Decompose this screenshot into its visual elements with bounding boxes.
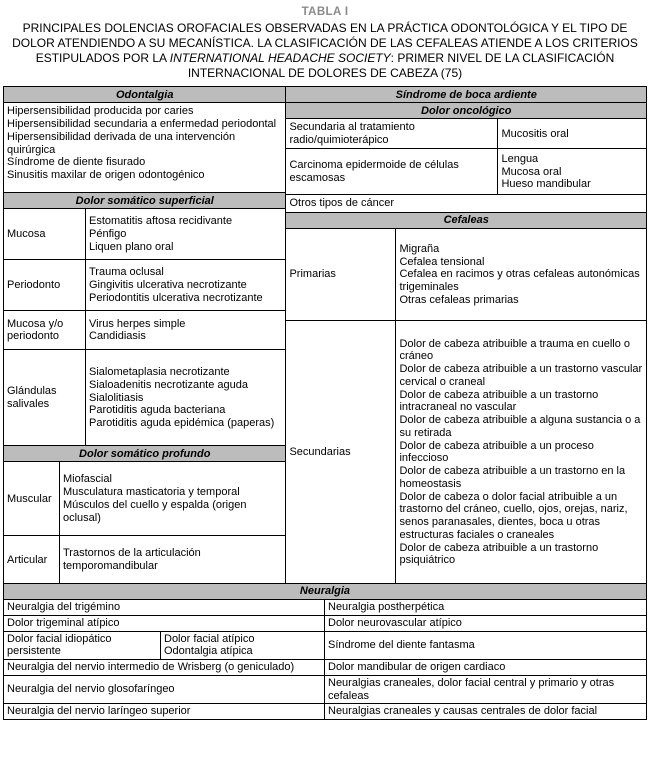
- table-row: [4, 209, 285, 260]
- list-item: Sialolitiasis: [89, 391, 144, 404]
- list-item: Trauma oclusal: [89, 266, 164, 279]
- row-items: [60, 462, 285, 535]
- section-header-sindrome-boca-ardiente: Síndrome de boca ardiente: [286, 87, 646, 103]
- neuralgia-cell: Dolor mandibular de origen cardiaco: [328, 661, 506, 674]
- table-row: [4, 311, 285, 350]
- list-item: Cefalea en racimos y otras cefaleas autonómicas trigeminales: [399, 268, 640, 294]
- neuralgia-cell: Neuralgia del trigémino: [4, 600, 325, 615]
- list-item: Miofascial: [63, 473, 112, 486]
- section-header-dolor-oncologico: Dolor oncológico: [286, 103, 646, 119]
- list-item: Parotiditis aguda bacteriana: [89, 404, 226, 417]
- neuralgia-cell: Neuralgia del nervio intermedio de Wrisberg (o geniculado): [4, 660, 325, 675]
- list-item: Dolor de cabeza atribuible a un proceso infeccioso: [399, 439, 594, 465]
- list-item: Hipersensibilidad producida por caries: [7, 105, 194, 118]
- list-item: Gingivitis ulcerativa necrotizante: [89, 279, 247, 292]
- neuralgia-cell: Dolor neurovascular atípico: [328, 616, 462, 629]
- row-label: Secundarias: [286, 321, 396, 583]
- table-row: [4, 536, 285, 583]
- list-item: Sinusitis maxilar de origen odontogénico: [7, 169, 205, 182]
- list-item: Dolor de cabeza o dolor facial atribuible a un trastorno del cráneo, cuello, ojos, orejas, nariz, senos paranasales, dientes, boca u otras estructuras faciales o craneales: [399, 490, 628, 541]
- list-item: Trastornos de la articulación temporomandibular: [63, 547, 201, 572]
- row-items: [86, 311, 285, 349]
- right-column: [286, 87, 646, 583]
- caption-text-end: : PRIMER NIVEL DE LA CLASIFICACIÓN INTERNACIONAL DE DOLORES DE CABEZA (75): [187, 51, 615, 81]
- list-item: Sialometaplasia necrotizante: [89, 366, 230, 379]
- neuralgia-cell: Neuralgia del nervio glosofaríngeo: [4, 676, 325, 704]
- list-item: Dolor de cabeza atribuible a alguna sustancia o a su retirada: [399, 414, 641, 439]
- row-items: [396, 321, 646, 583]
- row-items: [60, 536, 285, 583]
- row-items: [498, 119, 646, 148]
- list-item: Dolor de cabeza atribuible a un trastorno en la homeostasis: [399, 465, 626, 490]
- list-item: Migraña: [399, 242, 440, 255]
- row-label: Mucosa y/o periodonto: [4, 311, 86, 349]
- table-row: [4, 600, 646, 616]
- table-row: [4, 616, 646, 632]
- neuralgia-cell: Dolor facial idiopático persistente: [4, 632, 161, 660]
- table-row: [4, 350, 285, 446]
- list-item: Dolor facial atípico: [164, 632, 255, 645]
- row-label: Secundaria al tratamiento radio/quimioterápico: [286, 119, 498, 148]
- list-item: Hipersensibilidad derivada de una intervención quirúrgica: [7, 130, 236, 156]
- table-row: [286, 229, 646, 321]
- list-item: Parotiditis aguda epidémica (paperas): [89, 417, 275, 430]
- neuralgia-cell: Neuralgia postherpética: [328, 601, 445, 614]
- section-header-dolor-somatico-profundo: Dolor somático profundo: [4, 446, 285, 462]
- list-item: Periodontitis ulcerativa necrotizante: [89, 291, 263, 304]
- row-label: Periodonto: [4, 260, 86, 310]
- caption-italic-text: INTERNATIONAL HEADACHE SOCIETY: [169, 51, 391, 66]
- list-item: Mucositis oral: [501, 127, 569, 140]
- table-row: [4, 260, 285, 311]
- list-item: Hueso mandibular: [501, 178, 591, 191]
- table-row: [4, 462, 285, 536]
- table-label: TABLA I: [301, 6, 349, 18]
- list-item: Virus herpes simple: [89, 317, 186, 330]
- table-row: [286, 149, 646, 195]
- neuralgia-split-cell: [4, 632, 325, 660]
- neuralgia-cell: Neuralgias craneales y causas centrales de dolor facial: [328, 705, 598, 718]
- list-item: Hipersensibilidad secundaria a enfermedad periodontal: [7, 118, 277, 131]
- neuralgia-cell: [161, 632, 324, 660]
- table-row: [4, 660, 646, 676]
- section-header-odontalgia: Odontalgia: [4, 87, 285, 103]
- row-label: Carcinoma epidermoide de células escamosas: [286, 149, 498, 194]
- section-header-neuralgia: Neuralgia: [4, 583, 646, 600]
- table-caption: [7, 21, 643, 81]
- neuralgia-cell: Dolor trigeminal atípico: [4, 616, 325, 631]
- row-items: [396, 229, 646, 320]
- list-item: Estomatitis aftosa recidivante: [89, 215, 233, 228]
- list-item: Pénfigo: [89, 228, 127, 241]
- caption-text: PRINCIPALES DOLENCIAS OROFACIALES OBSERVADAS EN LA PRÁCTICA ODONTOLÓGICA Y EL TIPO DE DOLOR ATENDIENDO A SU MECANÍSTICA. LA CLASIFICACIÓN DE LAS CEFALEAS ATIENDE A LOS CRITERIOS ESTIPULADOS POR LA: [12, 21, 638, 66]
- list-item: Dolor de cabeza atribuible a un trastorno vascular cervical o craneal: [399, 363, 643, 388]
- section-header-dolor-somatico-superficial: Dolor somático superficial: [4, 193, 285, 209]
- list-item: Candidiasis: [89, 330, 146, 343]
- list-item: Dolor de cabeza atribuible a trauma en cuello o cráneo: [399, 337, 630, 363]
- list-item: Otras cefaleas primarias: [399, 293, 519, 306]
- list-item: Síndrome de diente fisurado: [7, 156, 146, 169]
- classification-table: [3, 86, 647, 720]
- list-item: Dolor de cabeza atribuible a un trastorno psiquiátrico: [399, 541, 599, 567]
- row-label: Glándulas salivales: [4, 350, 86, 445]
- list-item: Cefalea tensional: [399, 255, 485, 268]
- section-header-cefaleas: Cefaleas: [286, 213, 646, 229]
- table-row: [4, 632, 646, 661]
- row-items: [86, 209, 285, 259]
- list-item: Lengua: [501, 152, 539, 165]
- row-items: [86, 350, 285, 445]
- odontalgia-list: [4, 103, 285, 193]
- left-column: [4, 87, 286, 583]
- list-item: Musculatura masticatoria y temporal: [63, 486, 240, 499]
- row-items: [86, 260, 285, 310]
- list-item: Músculos del cuello y espalda (origen oclusal): [63, 498, 247, 524]
- list-item: Mucosa oral: [501, 165, 562, 178]
- neuralgia-cell: Neuralgia del nervio laríngeo superior: [4, 704, 325, 719]
- table-row: [286, 119, 646, 149]
- table-row: [4, 676, 646, 705]
- row-items: [498, 149, 646, 194]
- row-label: Muscular: [4, 462, 60, 535]
- list-item: Sialoadenitis necrotizante aguda: [89, 378, 249, 391]
- table-row: [4, 704, 646, 719]
- row-label: Articular: [4, 536, 60, 583]
- table-title-block: [3, 5, 647, 86]
- neuralgia-cell: Neuralgias craneales, dolor facial central y primario y otras cefaleas: [328, 676, 615, 702]
- otros-tipos-cancer-cell: Otros tipos de cáncer: [286, 195, 646, 213]
- list-item: Odontalgia atípica: [164, 645, 253, 658]
- table-columns: [4, 87, 646, 583]
- list-item: Liquen plano oral: [89, 240, 174, 253]
- row-label: Primarias: [286, 229, 396, 320]
- list-item: Dolor de cabeza atribuible a un trastorno intracraneal no vascular: [399, 388, 599, 414]
- row-label: Mucosa: [4, 209, 86, 259]
- table-row: [286, 321, 646, 583]
- neuralgia-cell: Síndrome del diente fantasma: [328, 639, 475, 652]
